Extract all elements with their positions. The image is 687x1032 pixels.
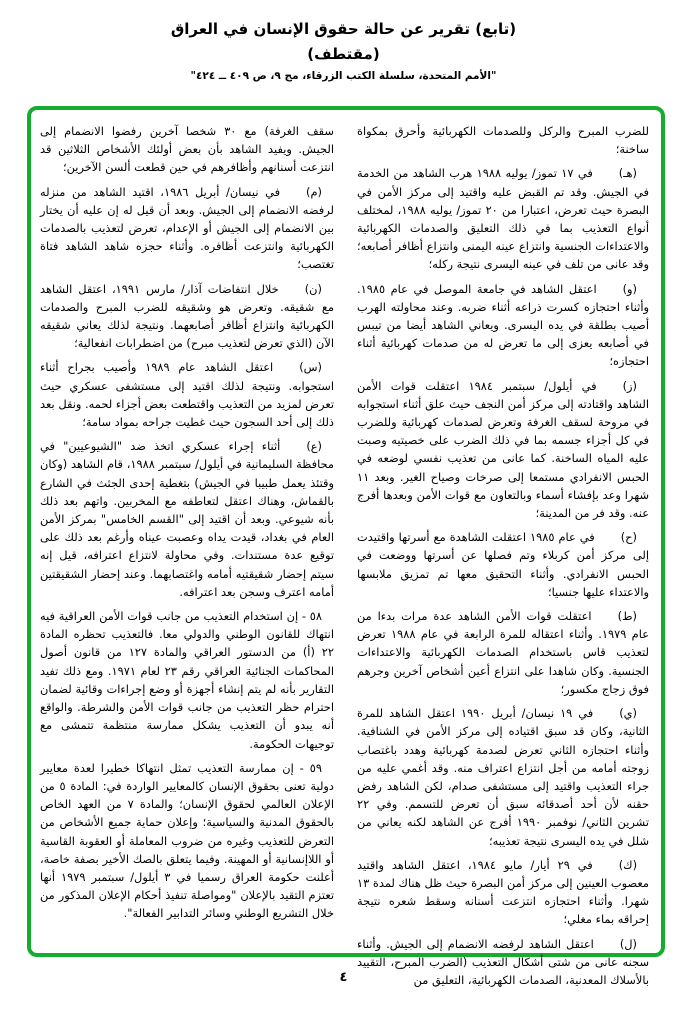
paragraph-text: اعتقلت قوات الأمن الشاهد عدة مرات بدءا من عام ١٩٧٩. وأثناء اعتقاله للمرة الرابعة في عام ١٩٨٨ تعرض لتعذيب قاس باستخدام الصدمات الكهربائية والاعتداءات الجنسية. وكان شاهدا على انتزاع أعين أشخاص آخرين وجرهم فوق زجاج مكسور؛ bbox=[357, 609, 649, 696]
paragraph bbox=[357, 528, 649, 601]
paragraph-label: (ك) bbox=[618, 857, 638, 872]
paragraph bbox=[40, 122, 334, 177]
paragraph-label: (س) bbox=[299, 360, 322, 375]
paragraph-label: (ح) bbox=[620, 530, 637, 545]
paragraph-text: خلال انتفاضات آذار/ مارس ١٩٩١، اعتقل الشاهد مع شقيقه. وتعرض هو وشقيقه للضرب المبرح والصدمات الكهربائية وانتزاع أظافر أصابعهما. ونتيجة لذلك يعاني شقيقه الآن (الذي تعرض لتعذيب مبرح) من اضطرابات انفعالية؛ bbox=[40, 281, 334, 351]
paragraph-text: في ١٧ تموز/ يوليه ١٩٨٨ هرب الشاهد من الخدمة في الجيش. وقد تم القبض عليه واقتيد إلى مركز الأمن في البصرة حيث تعرض، اعتبارا من ٢٠ تموز/ يوليه ١٩٨٨، لمختلف أنواع التعذيب بما في ذلك التعليق والصدمات الكهربائية والاعتداءات الجنسية وانتزاع عينه اليمنى وانتزاع أظافر أصابعه؛ وقد عانى من تلف في عينه اليسرى نتيجة ركله؛ bbox=[357, 166, 649, 272]
paragraph bbox=[357, 377, 649, 523]
paragraph bbox=[357, 607, 649, 698]
paragraph-text: اعتقل الشاهد لرفضه الانضمام إلى الجيش. وأثناء سجنه عانى من شتى أشكال التعذيب (الضرب المبرح، التقييد بالأسلاك المعدنية، الصدمات الكهربائية، التعليق من bbox=[357, 936, 649, 987]
paragraph bbox=[40, 358, 334, 431]
paragraph-text: اعتقل الشاهد في جامعة الموصل في عام ١٩٨٥. وأثناء احتجازه كسرت ذراعه أثناء ضربه. وعند محاولته الهرب أصيب بطلقة في يده اليسرى. ويعاني الشاهد أيضا من تيبس في أصابعه يعزى إلى ما تعرض له من صدمات كهربائية أثناء احتجازه؛ bbox=[357, 281, 649, 369]
paragraph-text: اعتقل الشاهد عام ١٩٨٩ وأصيب بجراح أثناء استجوابه. ونتيجة لذلك اقتيد إلى مستشفى عسكري حيث تعرض لمزيد من التعذيب واقتطعت بعض أجزاء لحمه. ونقل بعد ذلك إلى أحد السجون حيث غطيت جراحه بمواد سامة؛ bbox=[40, 360, 334, 430]
paragraph-label: (ي) bbox=[619, 706, 637, 721]
paragraph-label: (ل) bbox=[619, 936, 637, 951]
paragraph bbox=[40, 759, 334, 923]
paragraph-text: في عام ١٩٨٥ اعتقلت الشاهدة مع أسرتها واقتيدت إلى مركز أمن كربلاء وتم فصلها عن أسرتها ووضعت في الحبس الانفرادي. وأثناء التحقيق معها تم تمزيق ملابسها والاعتداء عليها جنسيا؛ bbox=[357, 530, 649, 599]
paragraph-text: في نيسان/ أبريل ١٩٨٦، اقتيد الشاهد من منزله لرفضه الانضمام إلى الجيش. وبعد أن قيل له إن عليه أن يختار بين الانضمام إلى الجيش أو الإعدام، تعرض لتعذيب بالصدمات الكهربائية وانتزعت أظافره. وأثناء حجزه شاهد الشاهد فتاة تغتصب؛ bbox=[40, 184, 334, 272]
paragraph-text: ٥٨ - إن استخدام التعذيب من جانب قوات الأمن العراقية فيه انتهاك للقانون الوطني والدولي معا. فالتعذيب تحظره المادة ٢٢ (أ) من الدستور العراقي والمادة ١٢٧ من قانون أصول المحاكمات الجنائية العراقي رقم ٢٣ لعام ١٩٧١. ومع ذلك تفيد التقارير بأنه لم يتم إنشاء أجهزة أو وضع إجراءات وقائية لضمان احترام حظر التعذيب من جانب قوات الأمن والشرطة. والواقع أنه يبدو أن التعذيب يشكل ممارسة منتظمة تتمشى مع توجيهات الحكومة. bbox=[40, 609, 335, 751]
left-column bbox=[40, 122, 334, 929]
paragraph-label: (ط) bbox=[617, 609, 637, 624]
source-citation: "الأمم المتحدة، سلسلة الكتب الزرقاء، مج ٩، ص ٤٠٩ ــ ٤٢٤" bbox=[190, 70, 497, 82]
paragraph-text: ٥٩ - إن ممارسة التعذيب تمثل انتهاكا خطيرا لعدة معايير دولية تعنى بحقوق الإنسان كالمعايير الواردة في: المادة ٥ من الإعلان العالمي لحقوق الإنسان؛ والمادة ٧ من العهد الخاص بالحقوق المدنية والسياسية؛ وإعلان حماية جميع الأشخاص من التعرض للتعذيب وغيره من ضروب المعاملة أو العقوبة القاسية أو اللاإنسانية أو المهينة. وفيما يتعلق بالصك الأخير بصفة خاصة، أعلنت حكومة العراق رسميا في ٣ أيلول/ سبتمبر ١٩٧٩ أنها تعتزم التقيد بالإعلان "ومواصلة تنفيذ أحكام الإعلان المذكور من خلال التشريع الوطني وسائر التدابير الفعالة". bbox=[40, 760, 334, 921]
paragraph-label: (هـ) bbox=[618, 166, 637, 181]
paragraph-label: (م) bbox=[306, 184, 322, 199]
paragraph bbox=[357, 280, 649, 371]
paragraph bbox=[357, 704, 649, 850]
paragraph bbox=[40, 437, 334, 601]
paragraph-text: أثناء إجراء عسكري اتخذ ضد "الشيوعيين" في محافظة السليمانية في أيلول/ سبتمبر ١٩٨٨، قام الشاهد (وكان وقتئذ يعمل طبيبا في الجيش) بتغطية إحدى الجثث في الشارع بالقماش، وهناك اعتقل لتعاطفه مع المخربين. واتهم بعد ذلك بأنه شيوعي. وبعد أن اقتيد إلى "القسم الخامس" بمركز الأمن العام في بغداد، قيدت يداه وعصبت عيناه وأرغم بعد ذلك على توقيع عدة مستندات. وفي محاولة لانتزاع اعترافه، قيل إنه سيتم إحضار شقيقتيه أمامه واغتصابهما. وعند إحضار الشقيقتين أمامه اعترف وسجن بعد اعترافه. bbox=[40, 439, 335, 599]
paragraph-text: للضرب المبرح والركل وللصدمات الكهربائية وأحرق بمكواة ساخنة؛ bbox=[357, 124, 649, 157]
paragraph-label: (و) bbox=[622, 281, 637, 296]
document-title: (تابع) تقرير عن حالة حقوق الإنسان في العراق bbox=[170, 20, 517, 38]
paragraph-text: سقف الغرفة) مع ٣٠ شخصا آخرين رفضوا الانضمام إلى الجيش. ويفيد الشاهد بأن بعض أولئك الأشخاص الثلاثين قد انتزعت أسنانهم وأظافرهم في حين قطعت ألسن الآخرين؛ bbox=[40, 124, 334, 175]
paragraph bbox=[40, 607, 334, 753]
paragraph-text: في ٢٩ أيار/ مايو ١٩٨٤، اعتقل الشاهد واقتيد معصوب العينين إلى مركز أمن البصرة حيث ظل هناك لمدة ١٣ شهرا. وأثناء احتجازه انتزعت أسنانه وسقط شعره نتيجة إحراقه بماء مغلي؛ bbox=[357, 857, 649, 927]
paragraph bbox=[357, 122, 649, 158]
paragraph bbox=[40, 183, 334, 274]
paragraph-label: (ن) bbox=[304, 281, 322, 296]
right-column bbox=[357, 122, 649, 995]
paragraph-label: (ز) bbox=[622, 378, 637, 393]
paragraph bbox=[357, 856, 649, 929]
paragraph bbox=[40, 280, 334, 353]
paragraph-text: في أيلول/ سبتمبر ١٩٨٤ اعتقلت قوات الأمن الشاهد واقتادته إلى مركز أمن النجف حيث علق أثناء استجوابه في مروحة لسقف الغرفة وتعرض لصدمات كهربائية وللضرب في كل أجزاء جسمه بما في ذلك الضرب على خصيتيه وصبت عليه المياه الساخنة. كما عانى من تعذيب نفسي لوضعه في الحبس الانفرادي مستمعا إلى صرخات وصياح الغير. وبعد ١١ شهرا وعد بإفشاء أسماء وبالتعاون مع قوات الأمن وبعدها أفرج عنه. وقد فر من المدينة؛ bbox=[357, 378, 649, 521]
document-subtitle: (مقتطف) bbox=[307, 45, 380, 63]
paragraph-label: (ع) bbox=[306, 439, 322, 454]
page-number: ٤ bbox=[339, 970, 348, 985]
paragraph bbox=[357, 164, 649, 273]
paragraph-text: في ١٩ نيسان/ أبريل ١٩٩٠ اعتقل الشاهد للمرة الثانية، وكان قد سبق اقتياده إلى مركز الأمن في الشنافية. وأثناء احتجازه الثاني تعرض لصدمة كهربائية وهدد باغتصاب زوجته أمامه من أجل انتزاع اعتراف منه. وقد أغمي عليه من جراء التعذيب واقتيد إلى مستشفى صدام، لكن الشاهد رفض حقنه لأن أحد أصدقائه سبق أن تعرض للتسمم. وفي ٢٢ تشرين الثاني/ نوفمبر ١٩٩٠ أفرج عن الشاهد لكنه يعاني من شلل في يده اليسرى نتيجة تعذيبه؛ bbox=[357, 706, 649, 848]
